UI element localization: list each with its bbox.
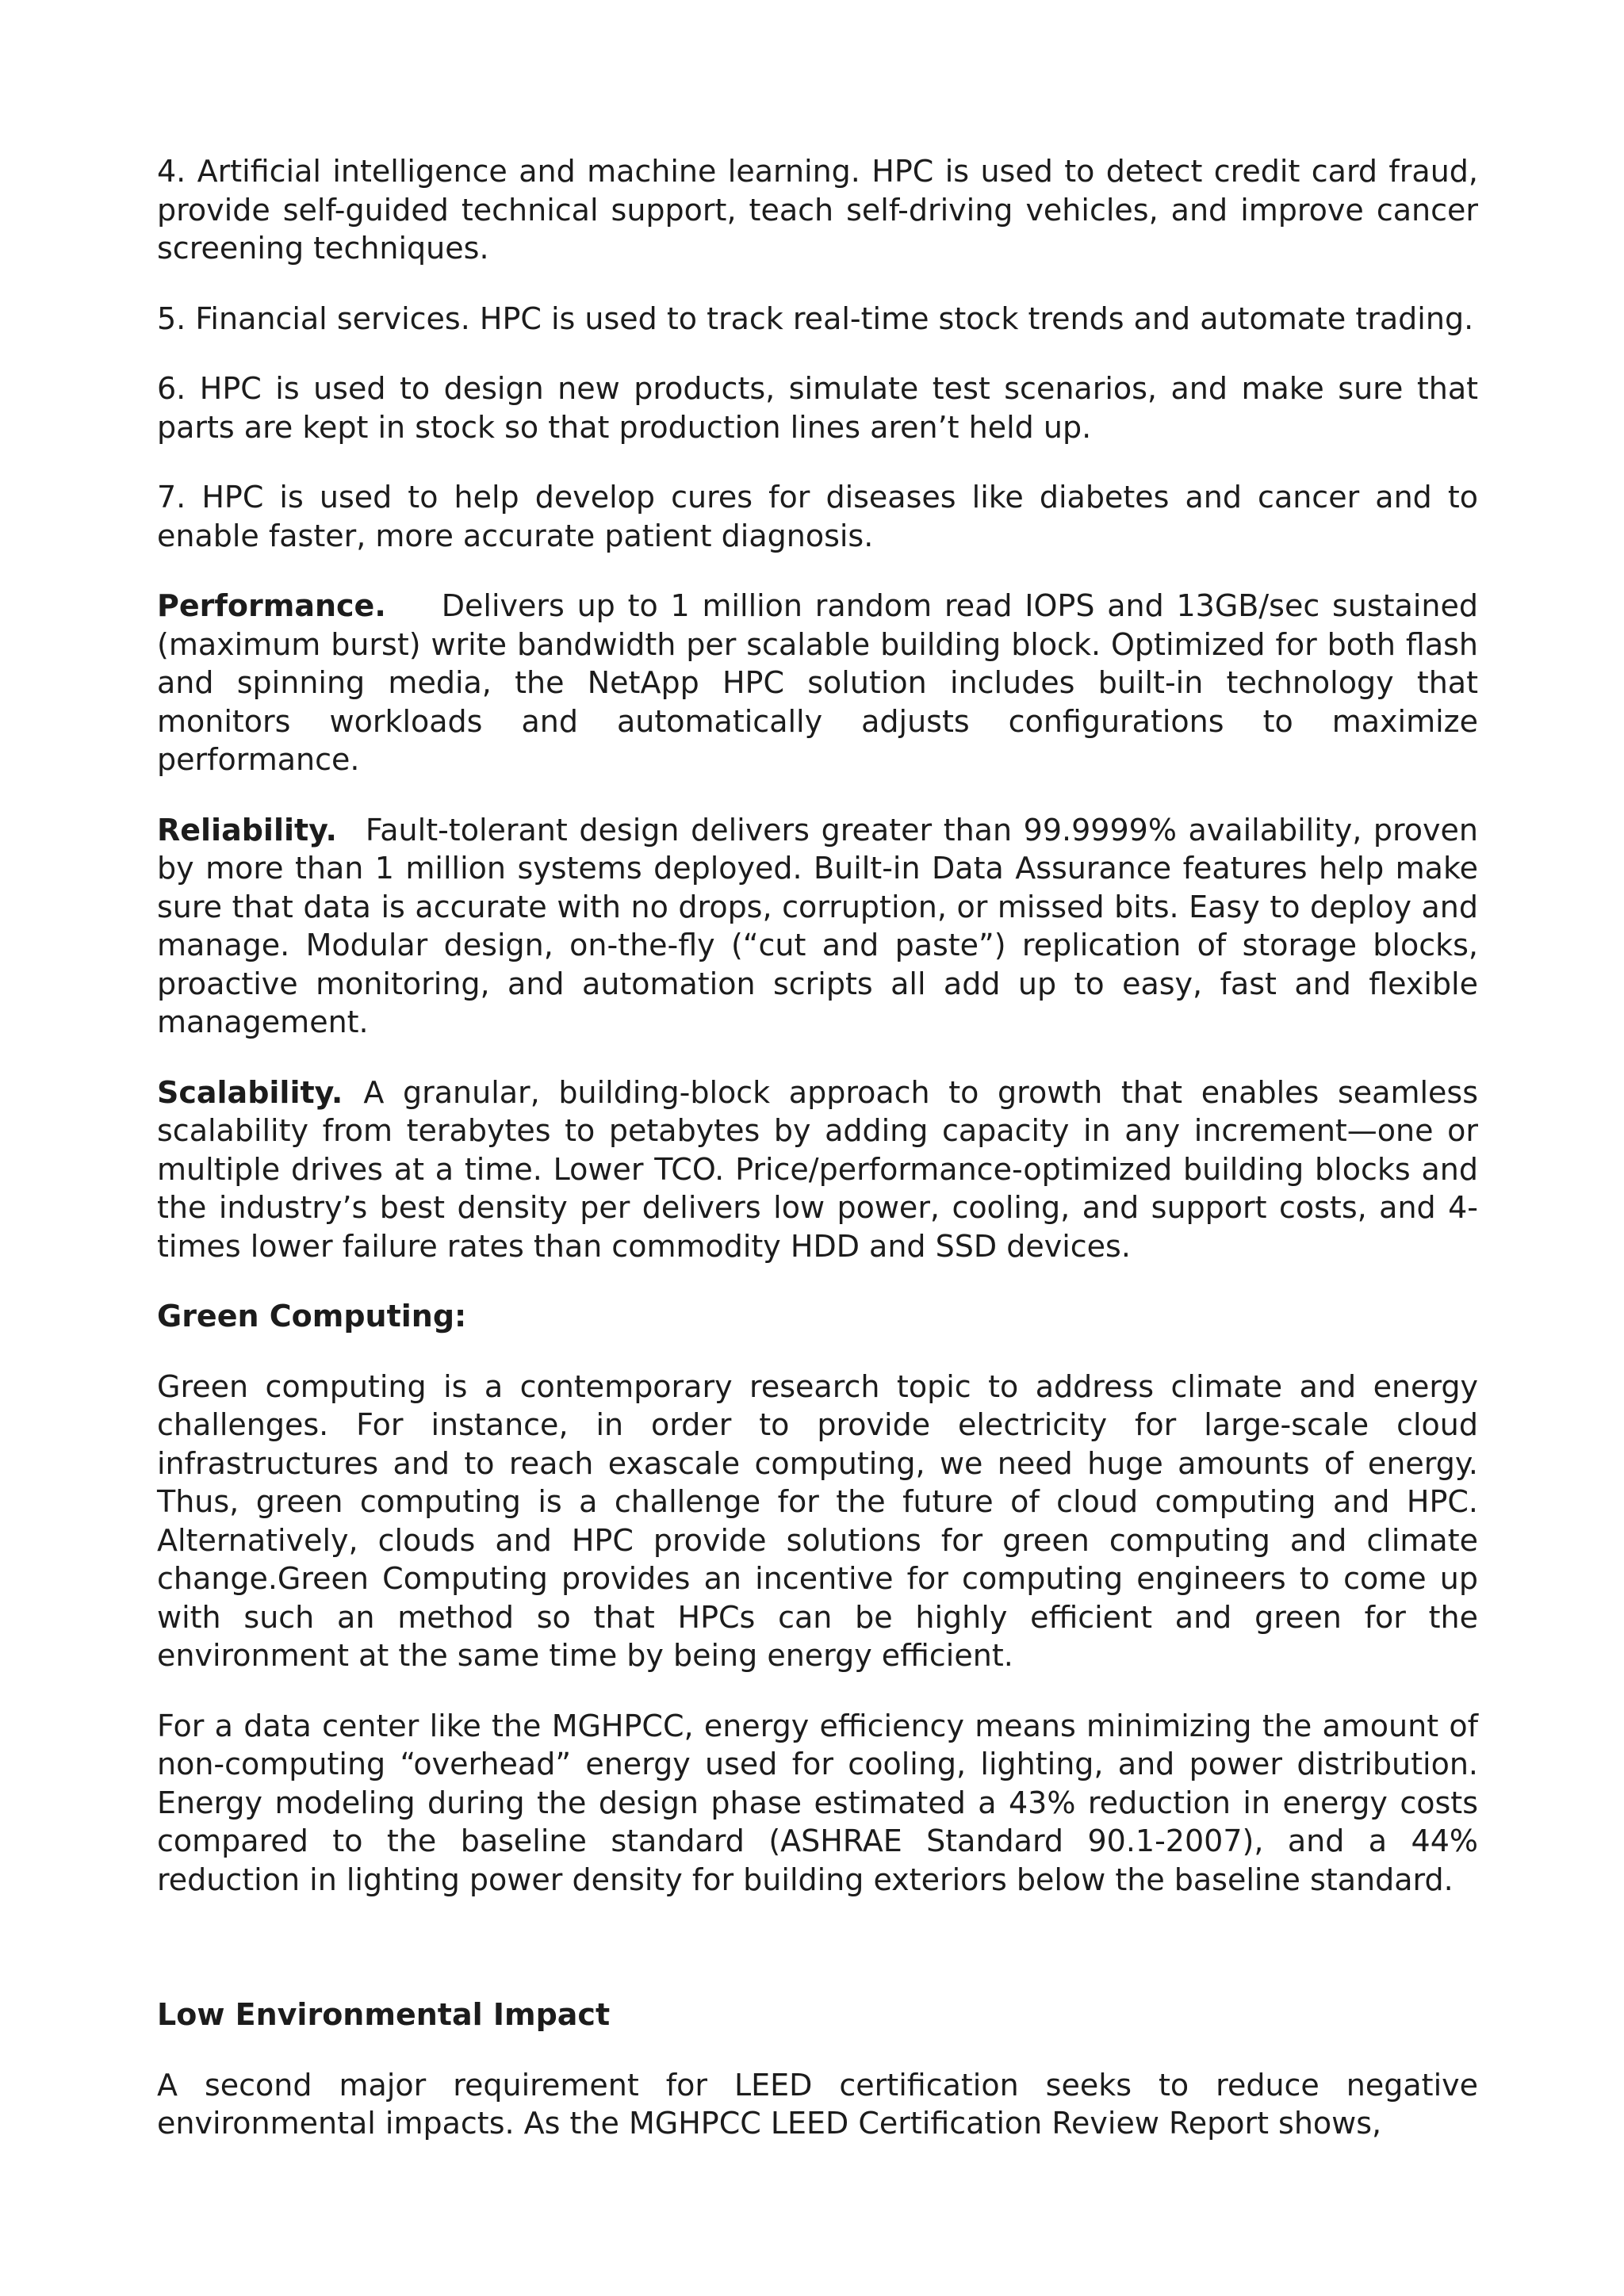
green-computing-paragraph-2: For a data center like the MGHPCC, energy efficiency means minimizing the amount of non-computing “overhead” energy used for cooling, lighting, and power distribution. Energy modeling during the design phase estimated a 43% reduction in energy costs compared to the baseline standard (ASHRAE Standard 90.1-2007), and a 44% reduction in lighting power density for building exteriors below the baseline standard.: [157, 1708, 1478, 1897]
list-item-ai: 4. Artificial intelligence and machine learning. HPC is used to detect credit card fraud, provide self-guided technical support, teach self-driving vehicles, and improve cancer screening techniques.: [157, 154, 1478, 266]
low-environmental-impact-paragraph: A second major requirement for LEED certification seeks to reduce negative environmental impacts. As the MGHPCC LEED Certification Review Report shows,: [157, 2067, 1478, 2141]
low-environmental-impact-heading: Low Environmental Impact: [157, 1997, 611, 2032]
performance-paragraph: [157, 587, 1478, 779]
performance-label: Performance.: [157, 588, 386, 623]
performance-text: Delivers up to 1 million random read IOPS and 13GB/sec sustained (maximum burst) write bandwidth per scalable building block. Optimized for both flash and spinning media, the NetApp HPC solution includes built-in technology that monitors workloads and automatically adjusts configurations to maximize performance.: [157, 588, 1478, 777]
scalability-paragraph: [157, 1073, 1478, 1266]
list-item-healthcare: 7. HPC is used to help develop cures for diseases like diabetes and cancer and to enable faster, more accurate patient diagnosis.: [157, 480, 1478, 553]
reliability-label: Reliability.: [157, 812, 337, 848]
list-item-financial: 5. Financial services. HPC is used to track real-time stock trends and automate trading.: [157, 300, 1474, 336]
reliability-text: Fault-tolerant design delivers greater than 99.9999% availability, proven by more than 1 million systems deployed. Built-in Data Assurance features help make sure that data is accurate with no drops, corruption, or missed bits. Easy to deploy and manage. Modular design, on-the-fly (“cut and paste”) replication of storage blocks, proactive monitoring, and automation scripts all add up to easy, fast and flexible management.: [157, 812, 1478, 1039]
green-computing-paragraph-1: Green computing is a contemporary research topic to address climate and energy challenges. For instance, in order to provide electricity for large-scale cloud infrastructures and to reach exascale computing, we need huge amounts of energy. Thus, green computing is a challenge for the future of cloud computing and HPC. Alternatively, clouds and HPC provide solutions for green computing and climate change.Green Computing provides an incentive for computing engineers to come up with such an method so that HPCs can be highly efficient and green for the environment at the same time by being energy efficient.: [157, 1368, 1478, 1673]
reliability-paragraph: [157, 811, 1478, 1042]
list-item-manufacturing: 6. HPC is used to design new products, simulate test scenarios, and make sure that parts are kept in stock so that production lines aren’t held up.: [157, 371, 1478, 445]
scalability-label: Scalability.: [157, 1074, 343, 1110]
scalability-text: A granular, building-block approach to growth that enables seamless scalability from terabytes to petabytes by adding capacity in any increment—one or multiple drives at a time. Lower TCO. Price/performance-optimized building blocks and the industry’s best density per delivers low power, cooling, and support costs, and 4-times lower failure rates than commodity HDD and SSD devices.: [157, 1074, 1478, 1264]
green-computing-heading: Green Computing:: [157, 1299, 467, 1334]
document-page: [157, 152, 1478, 2143]
